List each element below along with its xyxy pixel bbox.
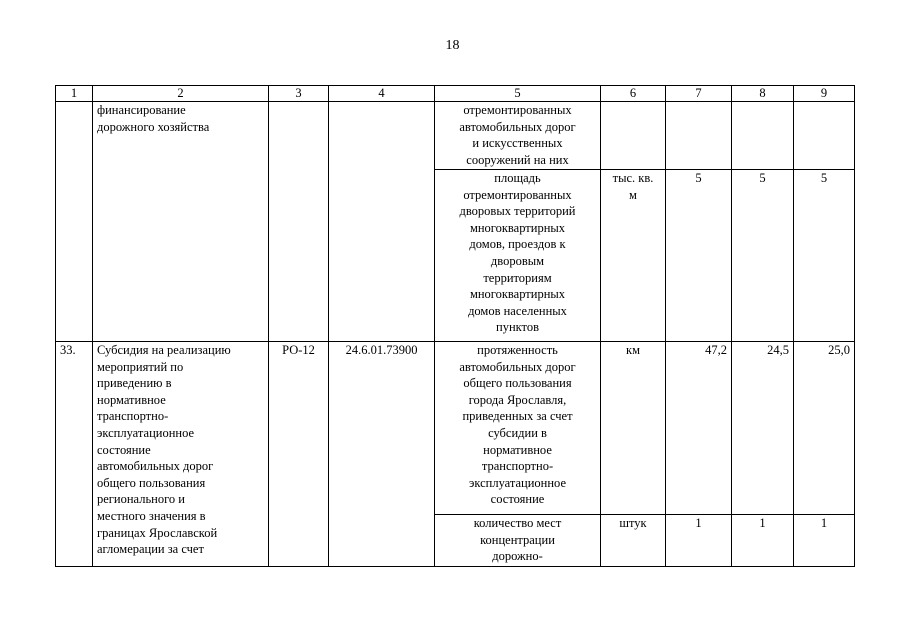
- row33-name: Субсидия на реализацию мероприятий по приведению в нормативное транспортно- эксплуатационное состояние автомобильных дорог общего пользования регионального и местного значения в границах Ярославской агломерации за счет: [93, 342, 269, 567]
- cont-indicator2-v7: 5: [666, 170, 732, 342]
- header-col-3: 3: [269, 86, 329, 102]
- page-number: 18: [445, 38, 460, 53]
- cont-indicator1-v7: [666, 102, 732, 170]
- cont-indicator2-v8: 5: [732, 170, 794, 342]
- row33-code: РО-12: [269, 342, 329, 567]
- header-row: [56, 86, 855, 102]
- header-col-7: 7: [666, 86, 732, 102]
- cont-indicator1-v8: [732, 102, 794, 170]
- header-col-1: 1: [56, 86, 93, 102]
- cont-indicator1-text: отремонтированных автомобильных дорог и искусственных сооружений на них: [435, 102, 601, 170]
- cont-code-cell: [269, 102, 329, 342]
- cont-indicator2-unit: тыс. кв. м: [601, 170, 666, 342]
- indicators-table: [55, 85, 855, 567]
- row33-indicator1-v9: 25,0: [794, 342, 855, 515]
- header-col-5: 5: [435, 86, 601, 102]
- row33-indicator2-v8: 1: [732, 515, 794, 567]
- cont-num-cell: [56, 102, 93, 342]
- cont-indicator1-unit: [601, 102, 666, 170]
- row33-indicator1-unit: км: [601, 342, 666, 515]
- cont-kbk-cell: [329, 102, 435, 342]
- cont-indicator1-v9: [794, 102, 855, 170]
- row33-indicator2-v9: 1: [794, 515, 855, 567]
- table-row: [56, 102, 855, 170]
- row33-indicator1-v7: 47,2: [666, 342, 732, 515]
- cont-name-cell: финансирование дорожного хозяйства: [93, 102, 269, 342]
- row33-indicator2-text: количество мест концентрации дорожно-: [435, 515, 601, 567]
- cont-indicator2-text: площадь отремонтированных дворовых территорий многоквартирных домов, проездов к дворовым территориям многоквартирных домов населенных пунктов: [435, 170, 601, 342]
- header-col-4: 4: [329, 86, 435, 102]
- row33-indicator2-unit: штук: [601, 515, 666, 567]
- row33-indicator2-v7: 1: [666, 515, 732, 567]
- row33-indicator1-text: протяженность автомобильных дорог общего пользования города Ярославля, приведенных за счет субсидии в нормативное транспортно- эксплуатационное состояние: [435, 342, 601, 515]
- row33-indicator1-v8: 24,5: [732, 342, 794, 515]
- header-col-6: 6: [601, 86, 666, 102]
- header-col-2: 2: [93, 86, 269, 102]
- row33-num: 33.: [56, 342, 93, 567]
- table-row: [56, 342, 855, 515]
- header-col-8: 8: [732, 86, 794, 102]
- cont-indicator2-v9: 5: [794, 170, 855, 342]
- header-col-9: 9: [794, 86, 855, 102]
- row33-kbk: 24.6.01.73900: [329, 342, 435, 567]
